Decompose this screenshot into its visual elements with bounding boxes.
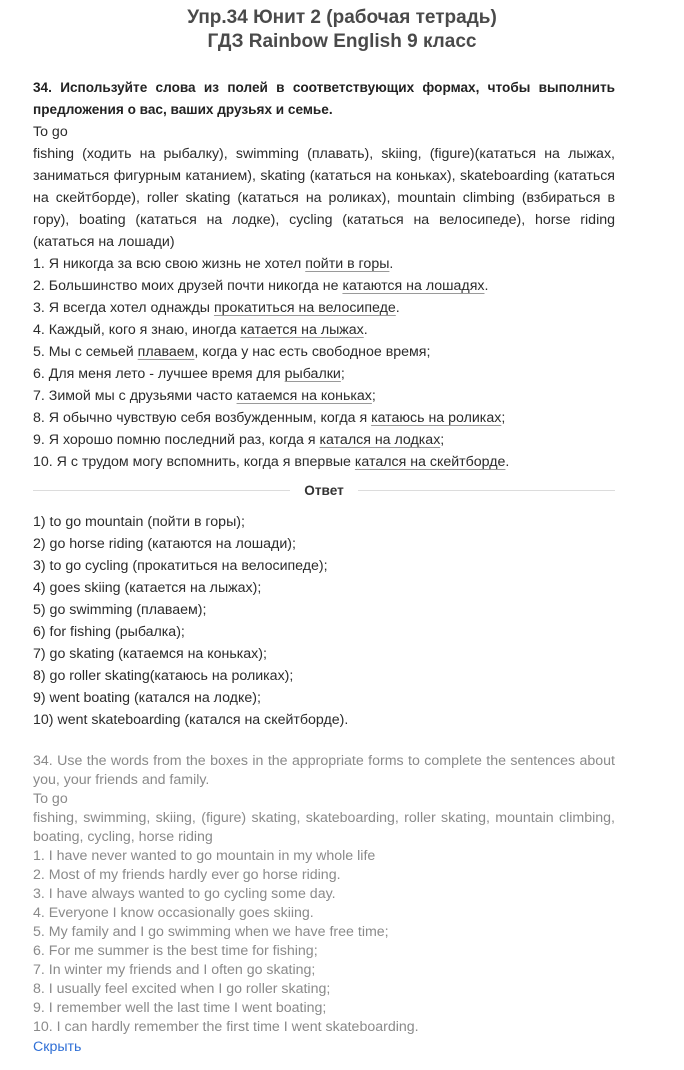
- exercise-content: [33, 77, 615, 1057]
- answer-item: 7) go skating (катаемся на коньках);: [33, 646, 267, 662]
- page-title: [0, 6, 684, 54]
- divider-line-right: [358, 490, 615, 491]
- russian-sentence-list: [33, 253, 615, 473]
- sentence-item: [33, 341, 615, 363]
- sentence-answer-underlined: катался на лодках: [319, 432, 441, 448]
- sentence-answer-underlined: катался на скейтборде: [354, 454, 506, 470]
- sentence-punctuation: ;: [340, 366, 345, 382]
- english-sentence: 2. Most of my friends hardly ever go horse riding.: [33, 867, 341, 883]
- divider-line-left: [33, 490, 290, 491]
- english-sentence: 8. I usually feel excited when I go roller skating;: [33, 981, 331, 997]
- hide-link[interactable]: Скрыть: [33, 1039, 82, 1055]
- page-title-line-2: ГДЗ Rainbow English 9 класс: [207, 31, 477, 52]
- english-sentence: 6. For me summer is the best time for fishing;: [33, 943, 318, 959]
- sentence-item: [33, 319, 615, 341]
- sentence-answer-underlined: пойти в горы: [305, 256, 390, 272]
- english-instruction: 34. Use the words from the boxes in the appropriate forms to complete the sentences about you, your friends and family.: [33, 753, 615, 788]
- sentence-item: [33, 297, 615, 319]
- sentence-text: 3. Я всегда хотел однажды: [33, 300, 214, 316]
- english-sentence: 4. Everyone I know occasionally goes skiing.: [33, 905, 314, 921]
- sentence-punctuation: ;: [501, 410, 506, 426]
- sentence-item: [33, 363, 615, 385]
- english-original-section: [33, 752, 615, 1057]
- answer-item: 3) to go cycling (прокатиться на велосипеде);: [33, 558, 328, 574]
- sentence-text: 8. Я обычно чувствую себя возбужденным, когда я: [33, 410, 372, 426]
- sentence-item: [33, 253, 615, 275]
- answer-item: 2) go horse riding (катаются на лошади);: [33, 536, 296, 552]
- english-sentence: 7. In winter my friends and I often go skating;: [33, 962, 316, 978]
- sentence-text: 9. Я хорошо помню последний раз, когда я: [33, 432, 320, 448]
- answer-list: [33, 511, 615, 731]
- sentence-answer-underlined: плаваем: [137, 344, 195, 360]
- sentence-punctuation: ;: [371, 388, 376, 404]
- answer-item: 5) go swimming (плаваем);: [33, 602, 207, 618]
- sentence-answer-underlined: катаемся на коньках: [236, 388, 372, 404]
- sentence-answer-underlined: рыбалки: [284, 366, 341, 382]
- sentence-text: 4. Каждый, кого я знаю, иногда: [33, 322, 241, 338]
- english-word-list: fishing, swimming, skiing, (figure) skating, skateboarding, roller skating, mountain climbing, boating, cycling, horse riding: [33, 810, 615, 845]
- answer-divider: [33, 479, 615, 501]
- answer-heading: Ответ: [304, 482, 344, 498]
- task-word-list: fishing (ходить на рыбалку), swimming (плавать), skiing, (figure)(кататься на лыжах, заниматься фигурным катанием), skating (кататься на коньках), skateboarding (кататься на скейтборде), roller skating (кататься на роликах), mountain climbing (взбираться в гору), boating (кататься на лодке), cycling (кататься на велосипеде), horse riding (кататься на лошади): [33, 146, 615, 250]
- sentence-item: [33, 275, 615, 297]
- sentence-punctuation: ;: [440, 432, 445, 448]
- sentence-item: [33, 451, 615, 473]
- page-title-line-1: Упр.34 Юнит 2 (рабочая тетрадь): [187, 7, 497, 28]
- english-sentence: 9. I remember well the last time I went boating;: [33, 1000, 327, 1016]
- answer-item: 4) goes skiing (катается на лыжах);: [33, 580, 262, 596]
- english-sentence: 10. I can hardly remember the first time I went skateboarding.: [33, 1019, 419, 1035]
- sentence-punctuation: .: [505, 454, 510, 470]
- english-sentence: 3. I have always wanted to go cycling some day.: [33, 886, 336, 902]
- answer-item: 10) went skateboarding (катался на скейтборде).: [33, 712, 349, 728]
- english-sentence: 5. My family and I go swimming when we have free time;: [33, 924, 389, 940]
- sentence-item: [33, 407, 615, 429]
- sentence-punctuation: .: [363, 322, 368, 338]
- answer-item: 6) for fishing (рыбалка);: [33, 624, 185, 640]
- task-to-go: To go: [33, 124, 68, 140]
- answer-item: 1) to go mountain (пойти в горы);: [33, 514, 245, 530]
- sentence-item: [33, 429, 615, 451]
- sentence-punctuation: , когда у нас есть свободное время;: [194, 344, 431, 360]
- sentence-answer-underlined: катается на лыжах: [240, 322, 364, 338]
- sentence-punctuation: .: [389, 256, 394, 272]
- sentence-punctuation: .: [395, 300, 400, 316]
- sentence-text: 2. Большинство моих друзей почти никогда не: [33, 278, 343, 294]
- sentence-item: [33, 385, 615, 407]
- answer-item: 9) went boating (катался на лодке);: [33, 690, 261, 706]
- sentence-answer-underlined: катаюсь на роликах: [371, 410, 502, 426]
- sentence-answer-underlined: катаются на лошадях: [342, 278, 485, 294]
- sentence-text: 5. Мы с семьей: [33, 344, 138, 360]
- sentence-text: 6. Для меня лето - лучшее время для: [33, 366, 285, 382]
- sentence-text: 1. Я никогда за всю свою жизнь не хотел: [33, 256, 306, 272]
- sentence-answer-underlined: прокатиться на велосипеде: [213, 300, 396, 316]
- sentence-text: 10. Я с трудом могу вспомнить, когда я впервые: [33, 454, 355, 470]
- sentence-punctuation: .: [484, 278, 489, 294]
- answer-item: 8) go roller skating(катаюсь на роликах);: [33, 668, 294, 684]
- english-sentence: 1. I have never wanted to go mountain in my whole life: [33, 848, 376, 864]
- english-to-go: To go: [33, 791, 68, 807]
- sentence-text: 7. Зимой мы с друзьями часто: [33, 388, 237, 404]
- task-instruction: 34. Используйте слова из полей в соответствующих формах, чтобы выполнить предложения о вас, ваших друзьях и семье.: [33, 80, 615, 117]
